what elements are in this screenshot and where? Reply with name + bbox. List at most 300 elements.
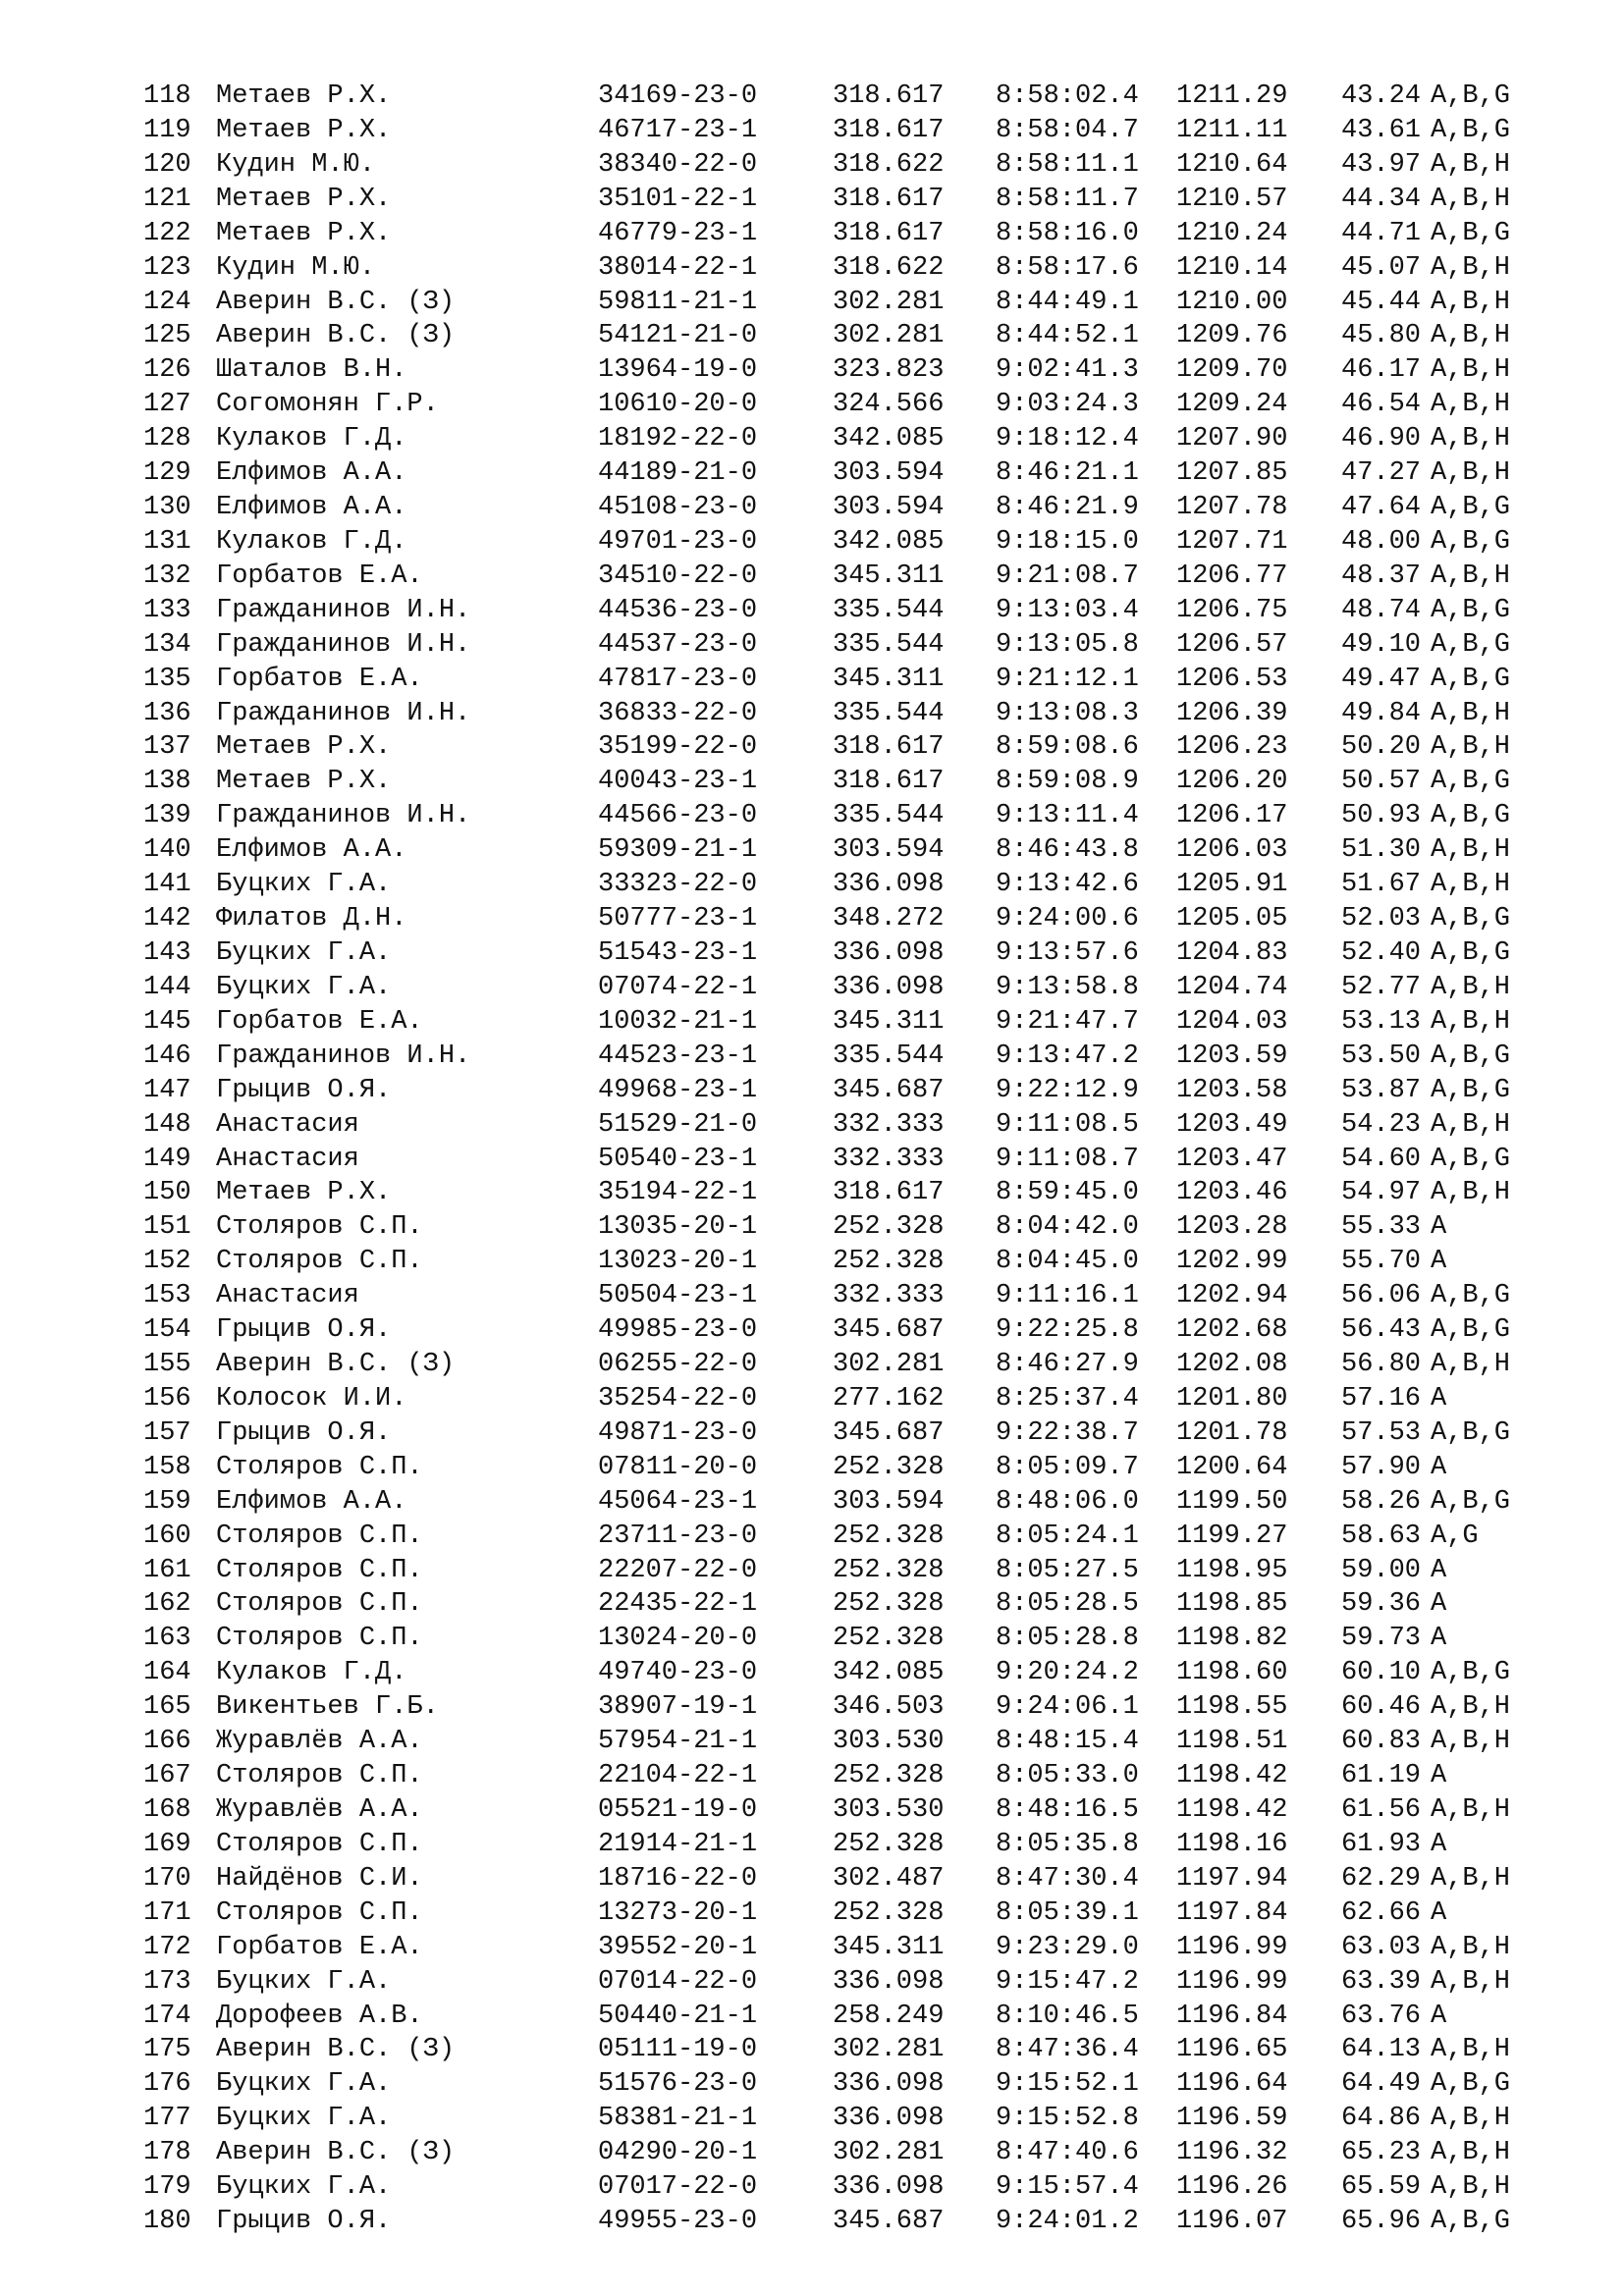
coefficient: 48.74 (1341, 595, 1422, 625)
ring-number: 44189-21-0 (598, 458, 758, 489)
arrival-time: 9:15:57.4 (996, 2172, 1139, 2203)
speed: 1203.47 (1176, 1144, 1288, 1174)
categories: A,B,G (1431, 2207, 1511, 2237)
table-row (0, 286, 1624, 320)
arrival-time: 9:23:29.0 (996, 1932, 1139, 1962)
ring-number: 07074-22-1 (598, 972, 758, 1002)
coefficient: 56.43 (1341, 1315, 1422, 1346)
fancier-name: Аверин В.С. (З) (216, 2138, 456, 2168)
ring-number: 59309-21-1 (598, 835, 758, 866)
fancier-name: Елфимов А.А. (216, 835, 407, 866)
fancier-name: Буцких Г.А. (216, 870, 392, 900)
categories: A (1431, 1829, 1447, 1859)
table-row (0, 1554, 1624, 1588)
coefficient: 53.87 (1341, 1075, 1422, 1105)
table-row (0, 1690, 1624, 1725)
speed: 1206.39 (1176, 698, 1288, 728)
categories: A,B,G (1431, 904, 1511, 934)
ring-number: 45064-23-1 (598, 1486, 758, 1517)
categories: A,B,H (1431, 1727, 1511, 1757)
ring-number: 47817-23-0 (598, 664, 758, 694)
arrival-time: 8:46:43.8 (996, 835, 1139, 866)
ring-number: 35194-22-1 (598, 1178, 758, 1208)
arrival-time: 9:11:08.5 (996, 1109, 1139, 1140)
ring-number: 49740-23-0 (598, 1658, 758, 1688)
row-number: 142 (143, 904, 191, 934)
speed: 1206.20 (1176, 767, 1288, 797)
fancier-name: Буцких Г.А. (216, 938, 392, 968)
ring-number: 44536-23-0 (598, 595, 758, 625)
arrival-time: 8:58:04.7 (996, 115, 1139, 145)
fancier-name: Метаев Р.Х. (216, 1178, 392, 1208)
row-number: 129 (143, 458, 191, 489)
categories: A,B,G (1431, 801, 1511, 831)
categories: A (1431, 1383, 1447, 1414)
distance: 318.622 (833, 149, 945, 180)
ring-number: 45108-23-0 (598, 493, 758, 523)
categories: A,B,G (1431, 115, 1511, 145)
distance: 302.281 (833, 1350, 945, 1380)
fancier-name: Елфимов А.А. (216, 458, 407, 489)
distance: 336.098 (833, 870, 945, 900)
table-row (0, 936, 1624, 971)
row-number: 146 (143, 1041, 191, 1071)
ring-number: 49701-23-0 (598, 526, 758, 557)
speed: 1204.74 (1176, 972, 1288, 1002)
coefficient: 53.13 (1341, 1006, 1422, 1037)
row-number: 151 (143, 1212, 191, 1243)
categories: A,B,G (1431, 1075, 1511, 1105)
distance: 302.281 (833, 2035, 945, 2065)
ring-number: 58381-21-1 (598, 2104, 758, 2134)
ring-number: 46717-23-1 (598, 115, 758, 145)
coefficient: 64.49 (1341, 2069, 1422, 2100)
categories: A,B,G (1431, 493, 1511, 523)
fancier-name: Буцких Г.А. (216, 2069, 392, 2100)
categories: A,B,H (1431, 732, 1511, 763)
speed: 1207.71 (1176, 526, 1288, 557)
arrival-time: 8:58:02.4 (996, 81, 1139, 111)
table-row (0, 148, 1624, 183)
table-row (0, 2102, 1624, 2136)
distance: 252.328 (833, 1761, 945, 1791)
arrival-time: 8:05:09.7 (996, 1452, 1139, 1482)
coefficient: 50.20 (1341, 732, 1422, 763)
row-number: 165 (143, 1692, 191, 1723)
coefficient: 45.44 (1341, 287, 1422, 317)
arrival-time: 8:46:21.9 (996, 493, 1139, 523)
fancier-name: Метаев Р.Х. (216, 81, 392, 111)
distance: 318.617 (833, 767, 945, 797)
categories: A (1431, 1247, 1447, 1277)
ring-number: 34510-22-0 (598, 561, 758, 591)
fancier-name: Гражданинов И.Н. (216, 801, 471, 831)
categories: A,B,G (1431, 2069, 1511, 2100)
table-row (0, 456, 1624, 491)
table-row (0, 1587, 1624, 1622)
ring-number: 40043-23-1 (598, 767, 758, 797)
fancier-name: Горбатов Е.А. (216, 1932, 423, 1962)
fancier-name: Кудин М.Ю. (216, 149, 376, 180)
arrival-time: 8:46:27.9 (996, 1350, 1139, 1380)
row-number: 152 (143, 1247, 191, 1277)
arrival-time: 9:13:05.8 (996, 629, 1139, 660)
row-number: 180 (143, 2207, 191, 2237)
fancier-name: Гражданинов И.Н. (216, 595, 471, 625)
fancier-name: Столяров С.П. (216, 1624, 423, 1654)
row-number: 148 (143, 1109, 191, 1140)
fancier-name: Столяров С.П. (216, 1897, 423, 1928)
fancier-name: Дорофеев А.В. (216, 2001, 423, 2031)
ring-number: 22435-22-1 (598, 1589, 758, 1620)
coefficient: 57.16 (1341, 1383, 1422, 1414)
row-number: 130 (143, 493, 191, 523)
table-row (0, 2000, 1624, 2034)
row-number: 131 (143, 526, 191, 557)
distance: 318.617 (833, 732, 945, 763)
row-number: 178 (143, 2138, 191, 2168)
categories: A,B,H (1431, 835, 1511, 866)
distance: 332.333 (833, 1281, 945, 1311)
distance: 303.594 (833, 1486, 945, 1517)
categories: A,B,H (1431, 1350, 1511, 1380)
distance: 342.085 (833, 1658, 945, 1688)
row-number: 162 (143, 1589, 191, 1620)
table-row (0, 1965, 1624, 2000)
row-number: 149 (143, 1144, 191, 1174)
categories: A,B,H (1431, 1932, 1511, 1962)
speed: 1206.75 (1176, 595, 1288, 625)
fancier-name: Филатов Д.Н. (216, 904, 407, 934)
speed: 1206.57 (1176, 629, 1288, 660)
table-row (0, 868, 1624, 902)
coefficient: 61.93 (1341, 1829, 1422, 1859)
table-row (0, 1005, 1624, 1040)
fancier-name: Столяров С.П. (216, 1212, 423, 1243)
coefficient: 60.46 (1341, 1692, 1422, 1723)
fancier-name: Анастасия (216, 1144, 359, 1174)
categories: A,B,G (1431, 1041, 1511, 1071)
arrival-time: 8:58:16.0 (996, 218, 1139, 248)
speed: 1209.70 (1176, 355, 1288, 386)
table-row (0, 422, 1624, 456)
categories: A,B,H (1431, 424, 1511, 454)
table-row (0, 1040, 1624, 1074)
table-row (0, 1793, 1624, 1828)
distance: 336.098 (833, 938, 945, 968)
ring-number: 49955-23-0 (598, 2207, 758, 2237)
row-number: 122 (143, 218, 191, 248)
table-row (0, 525, 1624, 560)
distance: 332.333 (833, 1144, 945, 1174)
distance: 345.687 (833, 1417, 945, 1448)
coefficient: 65.59 (1341, 2172, 1422, 2203)
coefficient: 61.56 (1341, 1795, 1422, 1825)
table-row (0, 388, 1624, 422)
ring-number: 13273-20-1 (598, 1897, 758, 1928)
arrival-time: 9:02:41.3 (996, 355, 1139, 386)
distance: 346.503 (833, 1692, 945, 1723)
distance: 318.617 (833, 184, 945, 214)
speed: 1198.42 (1176, 1761, 1288, 1791)
coefficient: 56.80 (1341, 1350, 1422, 1380)
speed: 1206.23 (1176, 732, 1288, 763)
row-number: 167 (143, 1761, 191, 1791)
coefficient: 45.80 (1341, 321, 1422, 351)
row-number: 160 (143, 1521, 191, 1551)
speed: 1209.24 (1176, 390, 1288, 420)
row-number: 169 (143, 1829, 191, 1859)
row-number: 154 (143, 1315, 191, 1346)
distance: 252.328 (833, 1829, 945, 1859)
fancier-name: Анастасия (216, 1281, 359, 1311)
ring-number: 05111-19-0 (598, 2035, 758, 2065)
fancier-name: Метаев Р.Х. (216, 218, 392, 248)
speed: 1202.68 (1176, 1315, 1288, 1346)
fancier-name: Метаев Р.Х. (216, 115, 392, 145)
distance: 345.311 (833, 561, 945, 591)
ring-number: 18716-22-0 (598, 1863, 758, 1894)
arrival-time: 8:58:17.6 (996, 252, 1139, 283)
arrival-time: 9:15:47.2 (996, 1966, 1139, 1997)
row-number: 136 (143, 698, 191, 728)
table-row (0, 1622, 1624, 1656)
fancier-name: Кулаков Г.Д. (216, 526, 407, 557)
ring-number: 35101-22-1 (598, 184, 758, 214)
coefficient: 46.17 (1341, 355, 1422, 386)
speed: 1210.00 (1176, 287, 1288, 317)
row-number: 139 (143, 801, 191, 831)
categories: A (1431, 1452, 1447, 1482)
distance: 252.328 (833, 1555, 945, 1585)
speed: 1204.83 (1176, 938, 1288, 968)
row-number: 177 (143, 2104, 191, 2134)
ring-number: 51576-23-0 (598, 2069, 758, 2100)
categories: A (1431, 1897, 1447, 1928)
distance: 302.281 (833, 2138, 945, 2168)
ring-number: 22207-22-0 (598, 1555, 758, 1585)
speed: 1206.17 (1176, 801, 1288, 831)
ring-number: 57954-21-1 (598, 1727, 758, 1757)
coefficient: 55.33 (1341, 1212, 1422, 1243)
fancier-name: Буцких Г.А. (216, 2104, 392, 2134)
speed: 1207.78 (1176, 493, 1288, 523)
row-number: 159 (143, 1486, 191, 1517)
categories: A,B,H (1431, 1692, 1511, 1723)
coefficient: 49.84 (1341, 698, 1422, 728)
fancier-name: Шаталов В.Н. (216, 355, 407, 386)
arrival-time: 8:05:28.5 (996, 1589, 1139, 1620)
categories: A,B,H (1431, 355, 1511, 386)
coefficient: 48.37 (1341, 561, 1422, 591)
speed: 1198.55 (1176, 1692, 1288, 1723)
distance: 252.328 (833, 1897, 945, 1928)
speed: 1210.64 (1176, 149, 1288, 180)
fancier-name: Столяров С.П. (216, 1521, 423, 1551)
table-row (0, 319, 1624, 353)
arrival-time: 8:58:11.1 (996, 149, 1139, 180)
coefficient: 58.26 (1341, 1486, 1422, 1517)
ring-number: 13023-20-1 (598, 1247, 758, 1277)
ring-number: 39552-20-1 (598, 1932, 758, 1962)
coefficient: 64.13 (1341, 2035, 1422, 2065)
table-row (0, 1862, 1624, 1896)
arrival-time: 9:24:01.2 (996, 2207, 1139, 2237)
arrival-time: 8:59:08.6 (996, 732, 1139, 763)
distance: 336.098 (833, 1966, 945, 1997)
categories: A (1431, 1555, 1447, 1585)
row-number: 176 (143, 2069, 191, 2100)
arrival-time: 8:47:36.4 (996, 2035, 1139, 2065)
categories: A,B,G (1431, 767, 1511, 797)
speed: 1196.65 (1176, 2035, 1288, 2065)
fancier-name: Гражданинов И.Н. (216, 1041, 471, 1071)
table-row (0, 80, 1624, 114)
coefficient: 56.06 (1341, 1281, 1422, 1311)
table-row (0, 1656, 1624, 1690)
speed: 1196.07 (1176, 2207, 1288, 2237)
arrival-time: 9:24:06.1 (996, 1692, 1139, 1723)
fancier-name: Гражданинов И.Н. (216, 698, 471, 728)
arrival-time: 9:15:52.8 (996, 2104, 1139, 2134)
coefficient: 53.50 (1341, 1041, 1422, 1071)
ring-number: 50540-23-1 (598, 1144, 758, 1174)
ring-number: 44523-23-1 (598, 1041, 758, 1071)
speed: 1202.94 (1176, 1281, 1288, 1311)
row-number: 119 (143, 115, 191, 145)
row-number: 118 (143, 81, 191, 111)
row-number: 156 (143, 1383, 191, 1414)
fancier-name: Согомонян Г.Р. (216, 390, 439, 420)
distance: 336.098 (833, 2104, 945, 2134)
arrival-time: 8:48:06.0 (996, 1486, 1139, 1517)
ring-number: 07017-22-0 (598, 2172, 758, 2203)
arrival-time: 8:48:16.5 (996, 1795, 1139, 1825)
speed: 1200.64 (1176, 1452, 1288, 1482)
arrival-time: 8:59:45.0 (996, 1178, 1139, 1208)
row-number: 174 (143, 2001, 191, 2031)
arrival-time: 9:13:58.8 (996, 972, 1139, 1002)
distance: 303.594 (833, 835, 945, 866)
row-number: 127 (143, 390, 191, 420)
fancier-name: Аверин В.С. (З) (216, 321, 456, 351)
arrival-time: 8:10:46.5 (996, 2001, 1139, 2031)
coefficient: 55.70 (1341, 1247, 1422, 1277)
fancier-name: Столяров С.П. (216, 1761, 423, 1791)
categories: A,B,H (1431, 698, 1511, 728)
speed: 1205.05 (1176, 904, 1288, 934)
coefficient: 49.47 (1341, 664, 1422, 694)
speed: 1207.90 (1176, 424, 1288, 454)
distance: 252.328 (833, 1589, 945, 1620)
categories: A,B,G (1431, 595, 1511, 625)
speed: 1196.99 (1176, 1932, 1288, 1962)
coefficient: 63.39 (1341, 1966, 1422, 1997)
distance: 335.544 (833, 629, 945, 660)
arrival-time: 8:04:42.0 (996, 1212, 1139, 1243)
speed: 1203.58 (1176, 1075, 1288, 1105)
speed: 1201.78 (1176, 1417, 1288, 1448)
row-number: 157 (143, 1417, 191, 1448)
ring-number: 50777-23-1 (598, 904, 758, 934)
fancier-name: Столяров С.П. (216, 1829, 423, 1859)
fancier-name: Буцких Г.А. (216, 1966, 392, 1997)
row-number: 171 (143, 1897, 191, 1928)
speed: 1198.51 (1176, 1727, 1288, 1757)
table-row (0, 799, 1624, 833)
speed: 1206.03 (1176, 835, 1288, 866)
distance: 303.530 (833, 1727, 945, 1757)
fancier-name: Грыцив О.Я. (216, 1417, 392, 1448)
speed: 1196.99 (1176, 1966, 1288, 1997)
fancier-name: Буцких Г.А. (216, 972, 392, 1002)
coefficient: 59.73 (1341, 1624, 1422, 1654)
categories: A,B,H (1431, 1795, 1511, 1825)
coefficient: 52.77 (1341, 972, 1422, 1002)
row-number: 179 (143, 2172, 191, 2203)
arrival-time: 8:05:24.1 (996, 1521, 1139, 1551)
ring-number: 38340-22-0 (598, 149, 758, 180)
categories: A,B,H (1431, 287, 1511, 317)
fancier-name: Гражданинов И.Н. (216, 629, 471, 660)
arrival-time: 9:11:16.1 (996, 1281, 1139, 1311)
categories: A,B,G (1431, 938, 1511, 968)
arrival-time: 9:13:47.2 (996, 1041, 1139, 1071)
ring-number: 36833-22-0 (598, 698, 758, 728)
coefficient: 57.53 (1341, 1417, 1422, 1448)
table-row (0, 1313, 1624, 1348)
arrival-time: 8:04:45.0 (996, 1247, 1139, 1277)
arrival-time: 9:22:12.9 (996, 1075, 1139, 1105)
ring-number: 23711-23-0 (598, 1521, 758, 1551)
row-number: 128 (143, 424, 191, 454)
table-row (0, 1245, 1624, 1279)
speed: 1207.85 (1176, 458, 1288, 489)
categories: A,B,H (1431, 870, 1511, 900)
categories: A,B,G (1431, 526, 1511, 557)
table-row (0, 902, 1624, 936)
fancier-name: Викентьев Г.Б. (216, 1692, 439, 1723)
arrival-time: 9:13:42.6 (996, 870, 1139, 900)
table-row (0, 971, 1624, 1005)
fancier-name: Найдёнов С.И. (216, 1863, 423, 1894)
ring-number: 49871-23-0 (598, 1417, 758, 1448)
table-row (0, 2170, 1624, 2205)
table-row (0, 2205, 1624, 2239)
arrival-time: 9:03:24.3 (996, 390, 1139, 420)
speed: 1198.42 (1176, 1795, 1288, 1825)
ring-number: 44537-23-0 (598, 629, 758, 660)
fancier-name: Буцких Г.А. (216, 2172, 392, 2203)
arrival-time: 8:48:15.4 (996, 1727, 1139, 1757)
categories: A,B,G (1431, 1486, 1511, 1517)
coefficient: 54.60 (1341, 1144, 1422, 1174)
speed: 1203.28 (1176, 1212, 1288, 1243)
arrival-time: 8:59:08.9 (996, 767, 1139, 797)
coefficient: 52.40 (1341, 938, 1422, 968)
distance: 324.566 (833, 390, 945, 420)
arrival-time: 8:05:33.0 (996, 1761, 1139, 1791)
table-row (0, 491, 1624, 525)
row-number: 124 (143, 287, 191, 317)
distance: 252.328 (833, 1247, 945, 1277)
arrival-time: 8:44:49.1 (996, 287, 1139, 317)
ring-number: 21914-21-1 (598, 1829, 758, 1859)
speed: 1201.80 (1176, 1383, 1288, 1414)
categories: A (1431, 1589, 1447, 1620)
table-row (0, 628, 1624, 663)
speed: 1206.53 (1176, 664, 1288, 694)
